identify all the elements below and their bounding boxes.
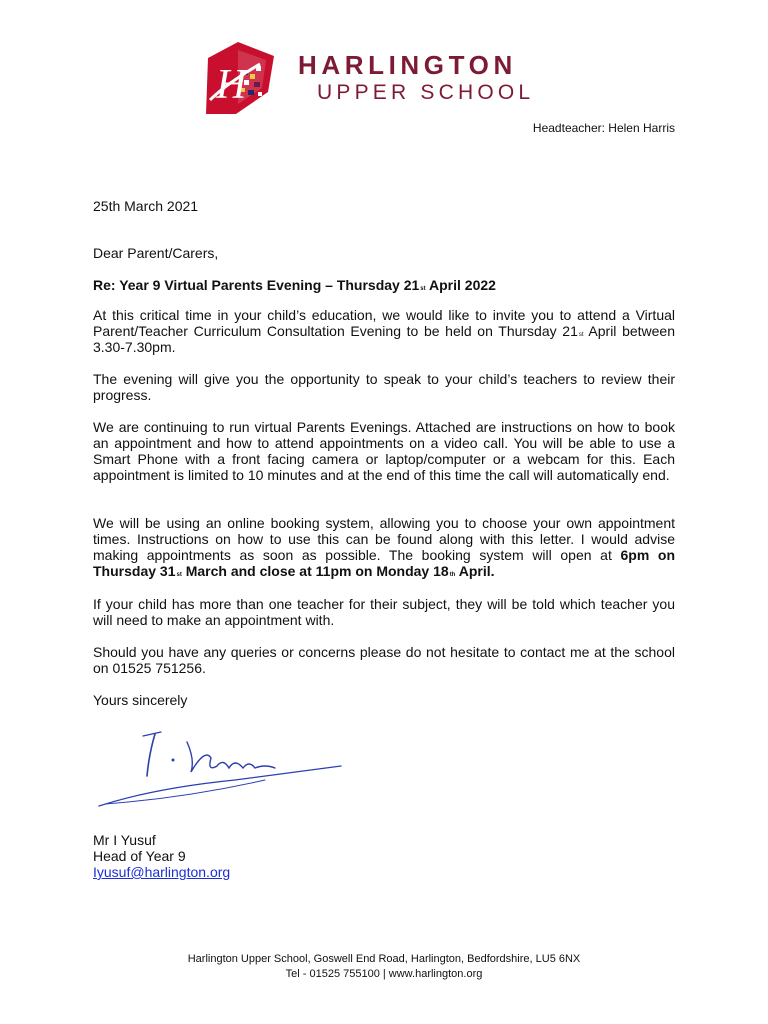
- para4-sup-1: st: [176, 572, 182, 578]
- letter-greeting: Dear Parent/Carers,: [93, 245, 219, 261]
- email-link[interactable]: Iyusuf@harlington.org: [93, 864, 231, 880]
- para1-sup: st: [578, 332, 584, 338]
- school-subtitle: UPPER SCHOOL: [317, 81, 535, 104]
- para1-text-end: April between 3.30-7.30pm.: [93, 323, 675, 355]
- handwritten-signature: [95, 728, 347, 814]
- para4-bold-1: 6pm on Thursday 31: [93, 547, 676, 579]
- signatory-name: Mr I Yusuf: [93, 832, 156, 848]
- subject-text: Re: Year 9 Virtual Parents Evening – Thursday 21: [93, 277, 420, 293]
- paragraph-virtual: We are continuing to run virtual Parents Evenings. Attached are instructions on how to book an appointment and how to attend appointments on a video call. You will be able to use a Smart Phone with a front facing camera or laptop/computer or a webcam for this. Each appointment is limited to 10 minutes and at the end of this time the call will automatically end.: [93, 419, 675, 483]
- paragraph-contact: Should you have any queries or concerns please do not hesitate to contact me at the school on 01525 751256.: [93, 644, 675, 676]
- logo-letter: H: [216, 62, 247, 108]
- para4-text: We will be using an online booking system, allowing you to choose your own appointment times. Instructions on how to use this can be found along with this letter. I would advise making appointments as soon as possible. The booking system will open at: [93, 515, 675, 563]
- paragraph-booking: [93, 515, 675, 579]
- paragraph-teacher: If your child has more than one teacher for their subject, they will be told which teacher you will need to make an appointment with.: [93, 596, 675, 628]
- letter-closing: Yours sincerely: [93, 692, 188, 708]
- school-name: HARLINGTON: [298, 50, 517, 80]
- paragraph-invite: [93, 307, 675, 355]
- footer-address: Harlington Upper School, Goswell End Road, Harlington, Bedfordshire, LU5 6NX: [187, 953, 581, 965]
- headteacher-line: Headteacher: Helen Harris: [532, 121, 675, 135]
- subject-text-end: April 2022: [425, 277, 496, 293]
- signatory-role: Head of Year 9: [93, 848, 186, 864]
- para4-bold-3: April.: [455, 563, 495, 579]
- para4-bold-2: March and close at 11pm on Monday 18: [181, 563, 449, 579]
- para1-text: At this critical time in your child’s education, we would like to invite you to attend a Virtual Parent/Teacher Curriculum Consultation Evening to be held on Thursday 21: [93, 307, 675, 339]
- letter-subject: [93, 277, 675, 293]
- footer-contact: Tel - 01525 755100 | www.harlington.org: [285, 968, 483, 980]
- subject-sup: st: [420, 286, 426, 292]
- paragraph-opportunity: The evening will give you the opportunity to speak to your child’s teachers to review their progress.: [93, 371, 675, 403]
- letter-date: 25th March 2021: [93, 198, 199, 214]
- para4-sup-2: th: [449, 572, 456, 578]
- school-logo-icon: [196, 40, 280, 118]
- signature-block: [93, 832, 230, 880]
